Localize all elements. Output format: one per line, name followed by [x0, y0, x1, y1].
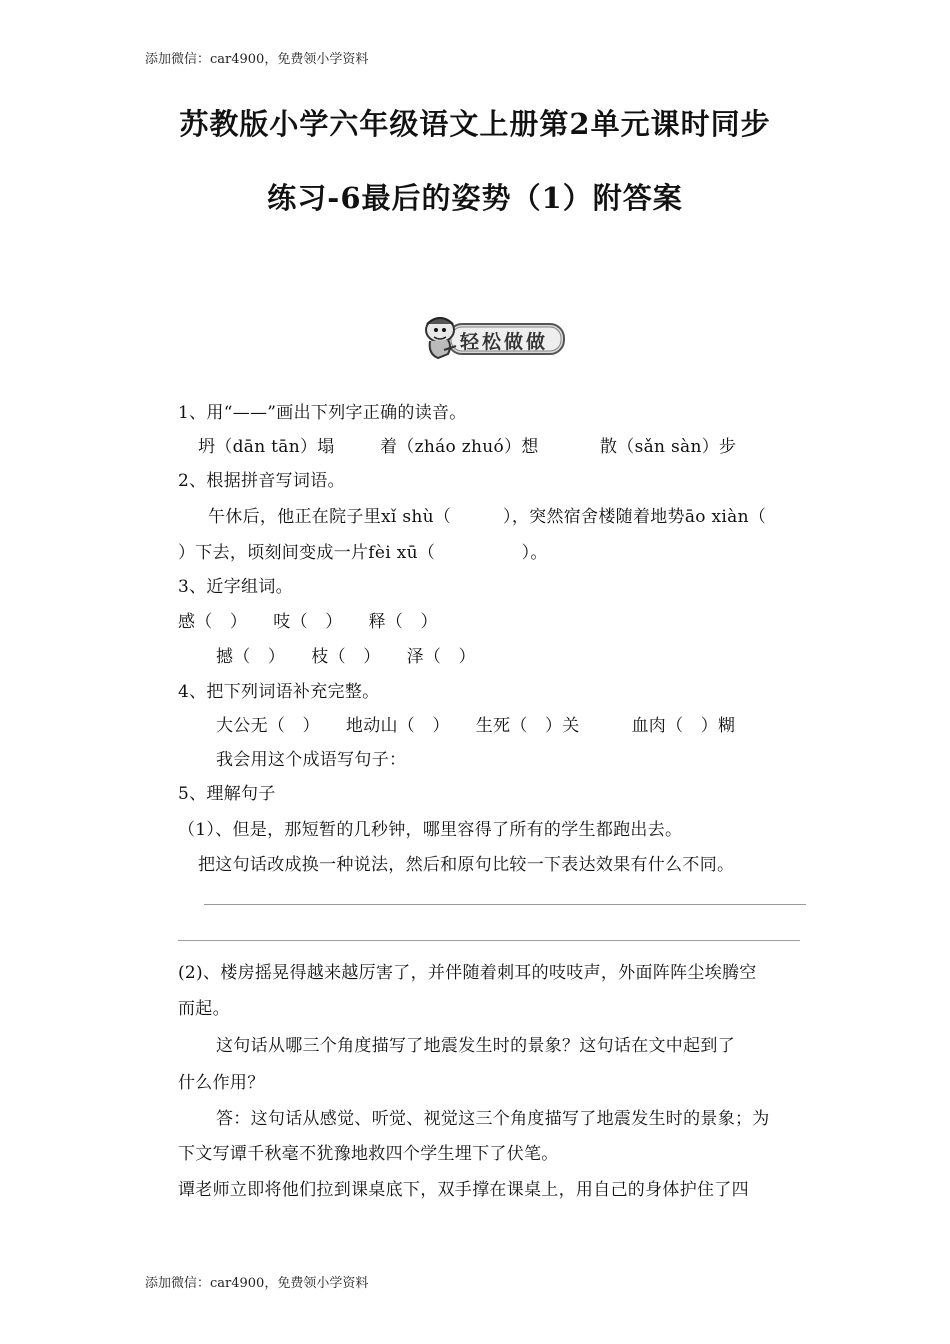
q3-row-2: 撼（ ） 枝（ ） 泽（ ）	[216, 647, 476, 667]
q2-line-2: ）下去，顷刻间变成一片fèi xū（ ）。	[178, 543, 548, 563]
q3-prompt: 3、近字组词。	[178, 577, 293, 597]
q1-prompt: 1、用“——”画出下列字正确的读音。	[178, 403, 467, 423]
answer-line-2	[178, 940, 800, 941]
page-header: 添加微信：car4900，免费领小学资料	[145, 52, 369, 67]
q5-question-line-2: 什么作用？	[178, 1073, 265, 1093]
page-footer: 添加微信：car4900，免费领小学资料	[145, 1276, 369, 1291]
q3-row-1: 感（ ） 吱（ ） 释（ ）	[178, 612, 438, 632]
q4-words: 大公无（ ） 地动山（ ） 生死（ ）关 血肉（ ）糊	[216, 716, 736, 736]
q1-option-3: 散（sǎn sàn）步	[600, 437, 737, 457]
q5-sentence-2-line-1: (2)、楼房摇晃得越来越厉害了，并伴随着刺耳的吱吱声，外面阵阵尘埃腾空	[178, 963, 757, 983]
badge-label: 轻松做做	[460, 331, 549, 353]
section-badge	[418, 310, 568, 362]
q5-sentence-1-task: 把这句话改成换一种说法，然后和原句比较一下表达效果有什么不同。	[198, 855, 735, 875]
q2-prompt: 2、根据拼音写词语。	[178, 471, 345, 491]
q2-line-1: 午休后，他正在院子里xǐ shù（ ），突然宿舍楼随着地势āo xiàn（	[208, 507, 767, 527]
q4-prompt: 4、把下列词语补充完整。	[178, 682, 380, 702]
q5-answer-line-2: 下文写谭千秋毫不犹豫地救四个学生埋下了伏笔。	[178, 1144, 559, 1164]
q1-option-1: 坍（dān tān）塌	[198, 437, 335, 457]
q4-sentence-prompt: 我会用这个成语写句子：	[216, 750, 407, 770]
q5-answer-line-1: 答：这句话从感觉、听觉、视觉这三个角度描写了地震发生时的景象；为	[216, 1109, 770, 1129]
answer-line-1	[204, 904, 806, 905]
q1-option-2: 着（zháo zhuó）想	[380, 437, 539, 457]
q5-sentence-1: （1）、但是，那短暂的几秒钟，哪里容得了所有的学生都跑出去。	[178, 820, 683, 840]
document-title-line-1: 苏教版小学六年级语文上册第2单元课时同步	[179, 107, 771, 141]
q5-prompt: 5、理解句子	[178, 784, 276, 804]
q5-sentence-2-line-2: 而起。	[178, 999, 230, 1019]
q5-question-line-1: 这句话从哪三个角度描写了地震发生时的景象？这句话在文中起到了	[216, 1036, 735, 1056]
q5-last-line: 谭老师立即将他们拉到课桌底下，双手撑在课桌上，用自己的身体护住了四	[178, 1180, 749, 1200]
document-title-line-2: 练习-6最后的姿势（1）附答案	[267, 181, 683, 215]
